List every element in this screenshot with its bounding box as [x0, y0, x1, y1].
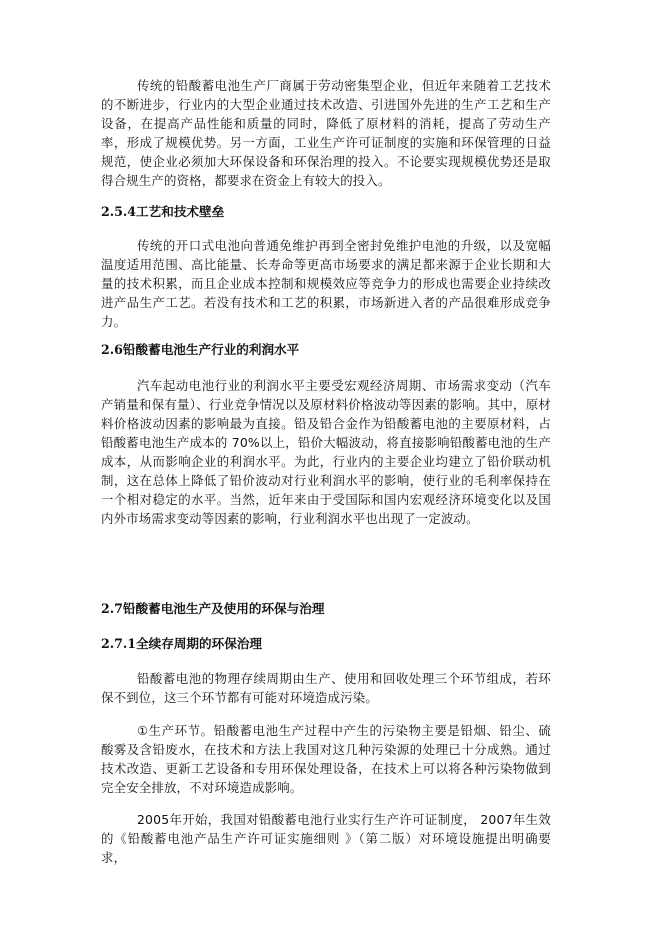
paragraph-industry-scale: 传统的铅酸蓄电池生产厂商属于劳动密集型企业，但近年来随着工艺技术的不断进步，行业内的大型企业通过技术改造、引进国外先进的生产工艺和生产设备，在提高产品性能和质量的同时，降低了原材料的消耗，提高了劳动生产率，形成了规模优势。另一方面，工业生产许可证制度的实施和环保管理的日益规范，使企业必须加大环保设备和环保治理的投入。不论要实现规模优势还是取得合规生产的资格，都要求在资金上有较大的投入。: [101, 78, 551, 188]
paragraph-profit-level: 汽车起动电池行业的利润水平主要受宏观经济周期、市场需求变动（汽车产销量和保有量）、行业竞争情况以及原材料价格波动等因素的影响。其中，原材料价格波动因素的影响最为直接。铅及铅合金作为铅酸蓄电池的主要原材料，占铅酸蓄电池生产成本的 70%以上，铅价大幅波动，将直接影响铅酸蓄电池的生产成本，从而影响企业的利润水平。为此，行业内的主要企业均建立了铅价联动机制，这在总体上降低了铅价波动对行业利润水平的影响，使行业的毛利率保持在一个相对稳定的水平。当然，近年来由于受国际和国内宏观经济环境变化以及国内外市场需求变动等因素的影响，行业利润水平也出现了一定波动。: [101, 378, 551, 526]
paragraph-lifecycle: 铅酸蓄电池的物理存续周期由生产、使用和回收处理三个环节组成，若环保不到位，这三个环节都有可能对环境造成污染。: [101, 671, 551, 705]
heading-2-6: 2.6铅酸蓄电池生产行业的利润水平: [101, 342, 300, 357]
paragraph-production-stage: ①生产环节。铅酸蓄电池生产过程中产生的污染物主要是铅烟、铅尘、硫酸雾及含铅废水，在技术和方法上我国对这几种污染源的处理已十分成熟。通过技术改造、更新工艺设备和专用环保处理设备，在技术上可以将各种污染物做到完全安全排放，不对环境造成影响。: [101, 723, 551, 795]
heading-2-7-1: 2.7.1全续存周期的环保治理: [101, 636, 262, 651]
paragraph-license-system: 2005年开始，我国对铅酸蓄电池行业实行生产许可证制度， 2007年生效的《铅酸蓄电池产品生产许可证实施细则 》（第二版）对环境设施提出明确要求，: [101, 812, 551, 865]
heading-2-5-4: 2.5.4工艺和技术壁垒: [101, 204, 225, 219]
paragraph-tech-barrier: 传统的开口式电池向普通免维护再到全密封免维护电池的升级，以及宽幅温度适用范围、高比能量、长寿命等更高市场要求的满足都来源于企业长期和大量的技术积累，而且企业成本控制和规模效应等竞争力的形成也需要企业持续改进产品生产工艺。若没有技术和工艺的积累，市场新进入者的产品很难形成竞争力。: [101, 238, 551, 329]
heading-2-7: 2.7铅酸蓄电池生产及使用的环保与治理: [101, 601, 325, 616]
